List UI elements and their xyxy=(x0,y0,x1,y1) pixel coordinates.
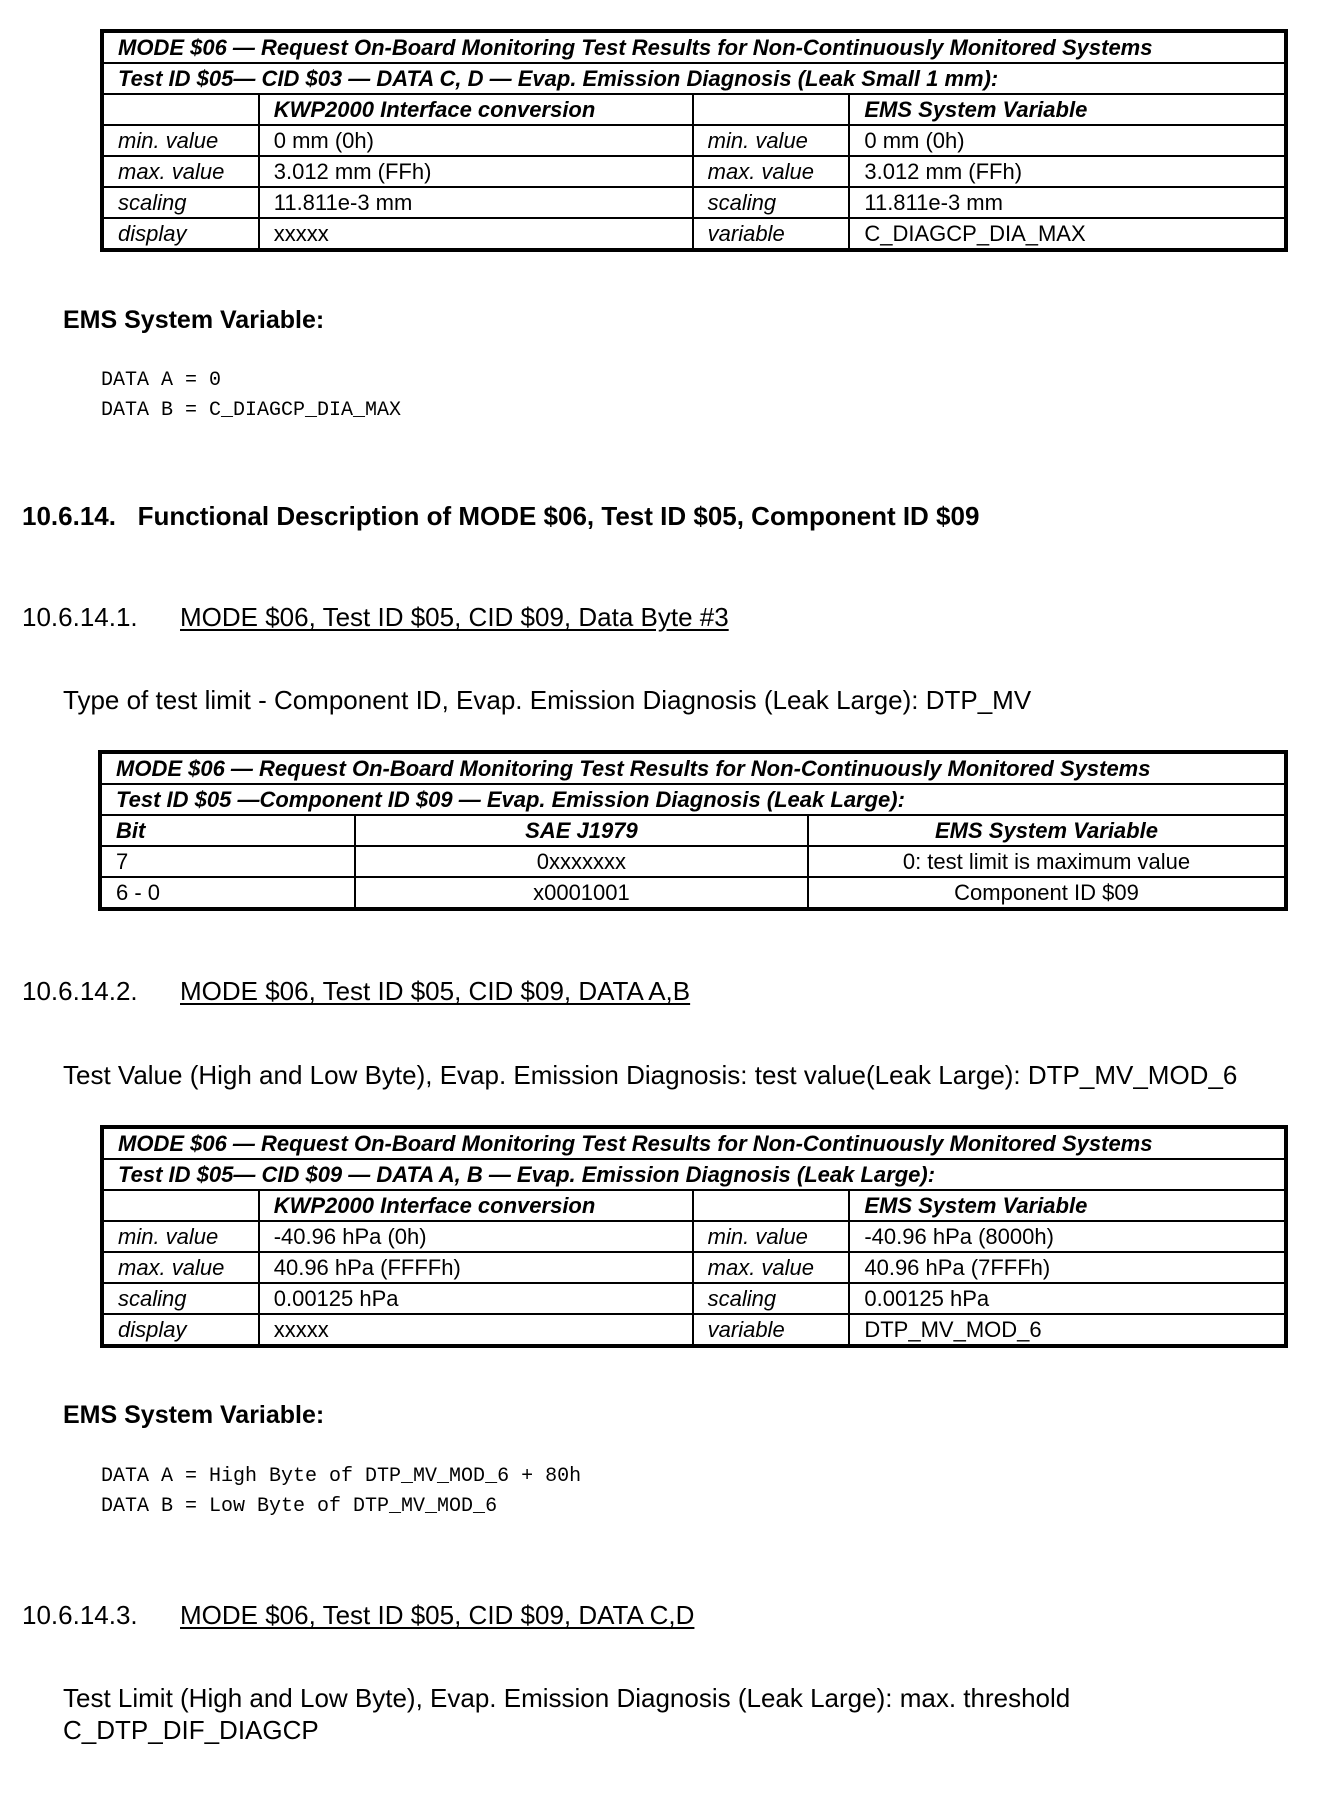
table-title: MODE $06 — Request On-Board Monitoring Test Results for Non-Continuously Monitored Systems xyxy=(100,752,1286,784)
row-ems: Component ID $09 xyxy=(808,877,1286,909)
row-value: 40.96 hPa (7FFFh) xyxy=(849,1252,1286,1283)
row-label: max. value xyxy=(102,156,259,187)
row-label: min. value xyxy=(102,1221,259,1252)
row-label: max. value xyxy=(693,156,850,187)
row-label: min. value xyxy=(693,1221,850,1252)
table-row xyxy=(102,1283,1286,1314)
subsection-title: MODE $06, Test ID $05, CID $09, DATA A,B xyxy=(180,976,691,1006)
row-value: 0 mm (0h) xyxy=(849,125,1286,156)
row-label: display xyxy=(102,218,259,250)
table-header-empty xyxy=(693,94,850,125)
row-value: 40.96 hPa (FFFFh) xyxy=(259,1252,693,1283)
row-label: scaling xyxy=(102,187,259,218)
paragraph: Test Limit (High and Low Byte), Evap. Emission Diagnosis (Leak Large): max. threshold xyxy=(63,1683,1071,1713)
code-line: DATA B = Low Byte of DTP_MV_MOD_6 xyxy=(101,1495,498,1518)
section-title: Functional Description of MODE $06, Test ID $05, Component ID $09 xyxy=(137,501,980,531)
table-header-kwp: KWP2000 Interface conversion xyxy=(259,94,693,125)
row-bit: 7 xyxy=(100,846,355,877)
table-row xyxy=(102,1221,1286,1252)
subsection-number: 10.6.14.3. xyxy=(22,1600,138,1630)
code-line: DATA A = High Byte of DTP_MV_MOD_6 + 80h xyxy=(101,1465,582,1488)
row-sae: x0001001 xyxy=(355,877,808,909)
ems-heading: EMS System Variable: xyxy=(63,306,325,334)
row-value: xxxxx xyxy=(259,218,693,250)
subsection-heading xyxy=(22,602,729,633)
row-value: C_DIAGCP_DIA_MAX xyxy=(849,218,1286,250)
row-label: min. value xyxy=(693,125,850,156)
row-value: 0.00125 hPa xyxy=(849,1283,1286,1314)
row-label: max. value xyxy=(693,1252,850,1283)
table-row xyxy=(102,218,1286,250)
table-row xyxy=(102,1252,1286,1283)
row-label: scaling xyxy=(693,1283,850,1314)
row-label: scaling xyxy=(102,1283,259,1314)
row-value: -40.96 hPa (0h) xyxy=(259,1221,693,1252)
table-title: MODE $06 — Request On-Board Monitoring Test Results for Non-Continuously Monitored Systems xyxy=(102,31,1286,63)
row-label: variable xyxy=(693,1314,850,1346)
subsection-number: 10.6.14.2. xyxy=(22,976,138,1006)
table-header-ems: EMS System Variable xyxy=(849,94,1286,125)
table-subtitle: Test ID $05 —Component ID $09 — Evap. Emission Diagnosis (Leak Large): xyxy=(100,784,1286,815)
row-bit: 6 - 0 xyxy=(100,877,355,909)
row-value: 3.012 mm (FFh) xyxy=(849,156,1286,187)
table-header-empty xyxy=(102,94,259,125)
row-value: DTP_MV_MOD_6 xyxy=(849,1314,1286,1346)
ems-heading: EMS System Variable: xyxy=(63,1401,325,1429)
table-row xyxy=(102,187,1286,218)
table-row xyxy=(100,877,1286,909)
row-label: display xyxy=(102,1314,259,1346)
row-sae: 0xxxxxxx xyxy=(355,846,808,877)
subsection-heading xyxy=(22,1600,694,1631)
subsection-number: 10.6.14.1. xyxy=(22,602,138,632)
row-value: 3.012 mm (FFh) xyxy=(259,156,693,187)
row-label: variable xyxy=(693,218,850,250)
section-number: 10.6.14. xyxy=(22,501,116,531)
spec-table-cid09 xyxy=(100,1125,1288,1348)
bit-table xyxy=(98,750,1288,911)
table-header-ems: EMS System Variable xyxy=(849,1190,1286,1221)
table-header-ems: EMS System Variable xyxy=(808,815,1286,846)
row-value: 11.811e-3 mm xyxy=(849,187,1286,218)
row-value: -40.96 hPa (8000h) xyxy=(849,1221,1286,1252)
paragraph: Test Value (High and Low Byte), Evap. Emission Diagnosis: test value(Leak Large): DTP_MV_MOD_6 xyxy=(63,1060,1238,1090)
row-value: xxxxx xyxy=(259,1314,693,1346)
row-value: 0 mm (0h) xyxy=(259,125,693,156)
table-header-bit: Bit xyxy=(100,815,355,846)
table-header-empty xyxy=(693,1190,850,1221)
table-title: MODE $06 — Request On-Board Monitoring Test Results for Non-Continuously Monitored Systems xyxy=(102,1127,1286,1159)
paragraph: C_DTP_DIF_DIAGCP xyxy=(63,1715,319,1745)
table-subtitle: Test ID $05— CID $09 — DATA A, B — Evap. Emission Diagnosis (Leak Large): xyxy=(102,1159,1286,1190)
subsection-title: MODE $06, Test ID $05, CID $09, Data Byte #3 xyxy=(180,602,729,632)
table-header-sae: SAE J1979 xyxy=(355,815,808,846)
table-row xyxy=(102,125,1286,156)
subsection-heading xyxy=(22,976,690,1007)
table-row xyxy=(102,1314,1286,1346)
code-line: DATA B = C_DIAGCP_DIA_MAX xyxy=(101,399,402,422)
table-header-kwp: KWP2000 Interface conversion xyxy=(259,1190,693,1221)
table-row xyxy=(100,846,1286,877)
table-row xyxy=(102,156,1286,187)
code-line: DATA A = 0 xyxy=(101,369,222,392)
paragraph: Type of test limit - Component ID, Evap. Emission Diagnosis (Leak Large): DTP_MV xyxy=(63,685,1032,715)
section-heading xyxy=(22,501,979,532)
row-value: 0.00125 hPa xyxy=(259,1283,693,1314)
row-label: scaling xyxy=(693,187,850,218)
row-ems: 0: test limit is maximum value xyxy=(808,846,1286,877)
row-value: 11.811e-3 mm xyxy=(259,187,693,218)
row-label: max. value xyxy=(102,1252,259,1283)
row-label: min. value xyxy=(102,125,259,156)
subsection-title: MODE $06, Test ID $05, CID $09, DATA C,D xyxy=(180,1600,695,1630)
spec-table-cid03 xyxy=(100,29,1288,252)
table-header-empty xyxy=(102,1190,259,1221)
table-subtitle: Test ID $05— CID $03 — DATA C, D — Evap. Emission Diagnosis (Leak Small 1 mm): xyxy=(102,63,1286,94)
